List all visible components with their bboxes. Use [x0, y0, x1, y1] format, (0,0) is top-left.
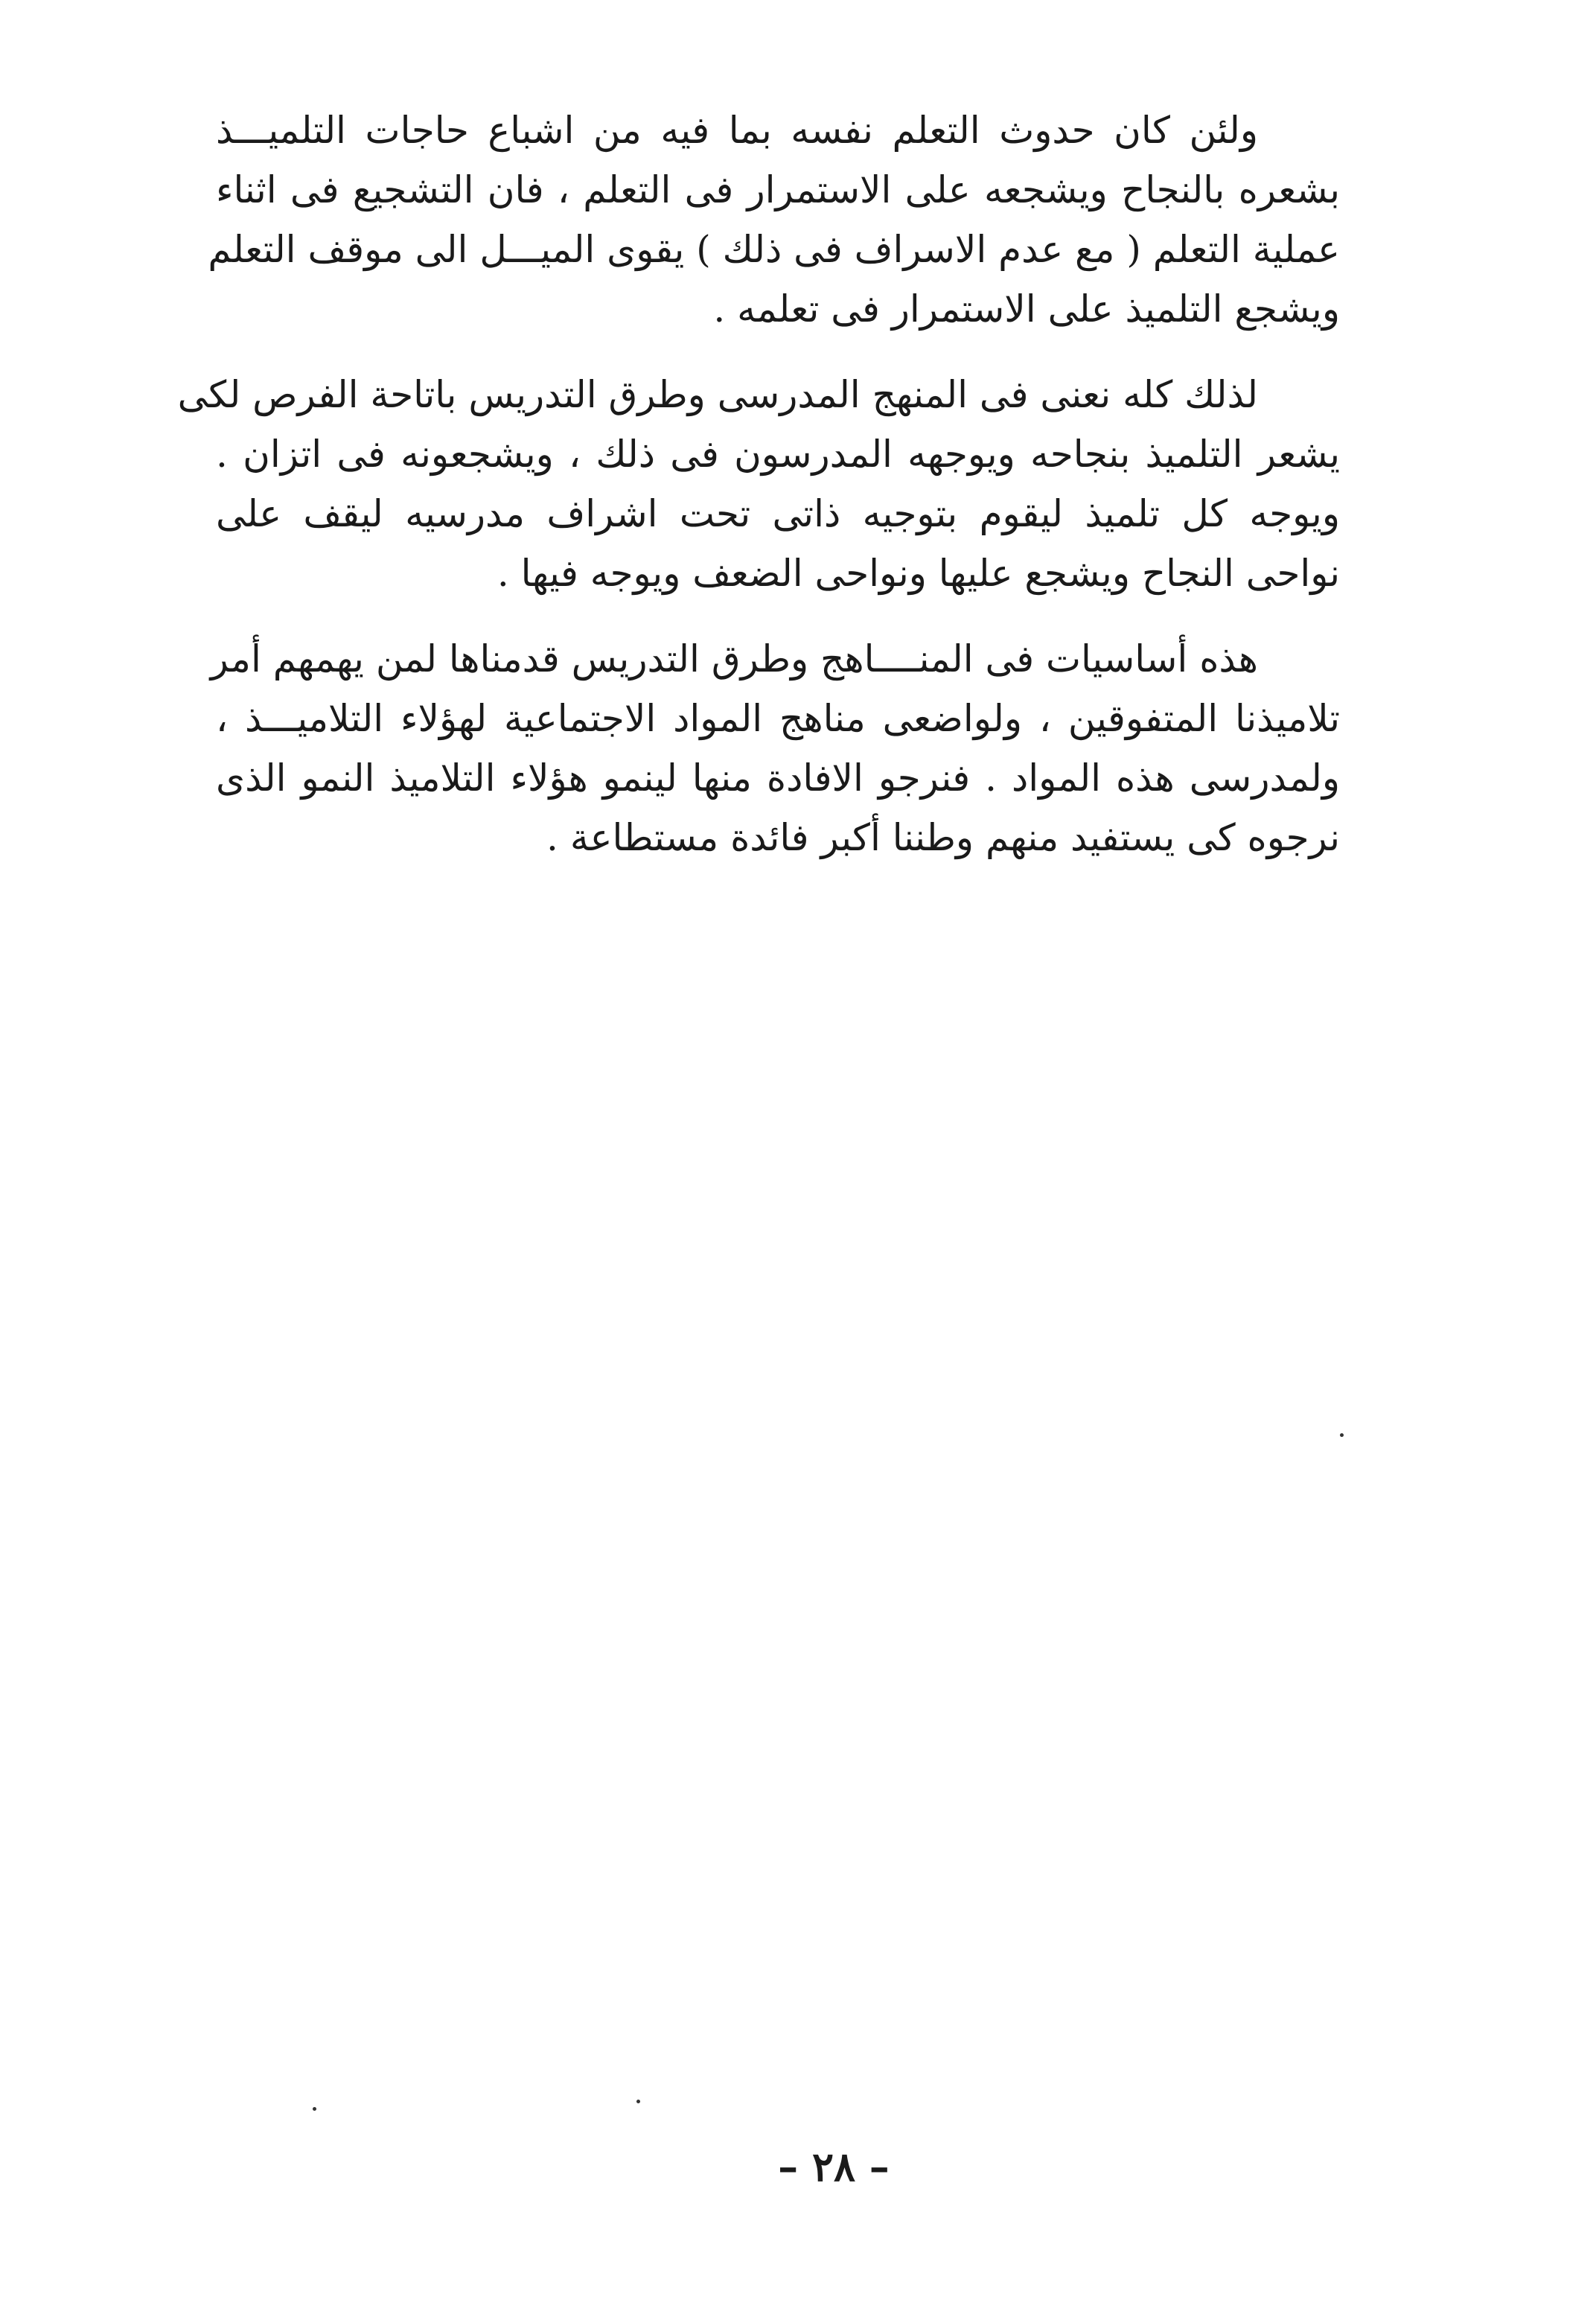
paragraph-line: ويشجع التلميذ على الاستمرار فى تعلمه .: [713, 287, 1340, 331]
paragraph-line: عملية التعلم ( مع عدم الاسراف فى ذلك ) يقوى الميـــل الى موقف التعلم: [208, 228, 1340, 271]
scan-speck: [1340, 1433, 1344, 1437]
paragraph-2: [177, 365, 1340, 603]
paragraph-line: ولمدرسى هذه المواد . فنرجو الافادة منها لينمو هؤلاء التلاميذ النمو الذى: [216, 756, 1340, 800]
paragraph-1: [208, 101, 1340, 339]
paragraph-line: لذلك كله نعنى فى المنهج المدرسى وطرق التدريس باتاحة الفرص لكى: [177, 373, 1258, 416]
paragraph-line: تلاميذنا المتفوقين ، ولواضعى مناهج المواد الاجتماعية لهؤلاء التلاميـــذ ،: [216, 697, 1340, 740]
paragraph-3: [210, 629, 1340, 867]
paragraph-line: بشعره بالنجاح ويشجعه على الاستمرار فى التعلم ، فان التشجيع فى اثناء: [216, 168, 1340, 211]
paragraph-line: ويوجه كل تلميذ ليقوم بتوجيه ذاتى تحت اشراف مدرسيه ليقف على: [216, 492, 1340, 535]
paragraph-line: نواحى النجاح ويشجع عليها ونواحى الضعف ويوجه فيها .: [497, 552, 1340, 595]
paragraph-line: ولئن كان حدوث التعلم نفسه بما فيه من اشباع حاجات التلميـــذ: [216, 109, 1258, 152]
scan-speck: [313, 2107, 316, 2111]
paragraph-line: نرجوه كى يستفيد منهم وطننا أكبر فائدة مستطاعة .: [546, 816, 1340, 859]
page-number: – ٢٨ –: [778, 2143, 890, 2190]
paragraph-line: هذه أساسيات فى المنــــاهج وطرق التدريس قدمناها لمن يهمهم أمر: [210, 637, 1258, 681]
paragraph-line: يشعر التلميذ بنجاحه ويوجهه المدرسون فى ذلك ، ويشجعونه فى اتزان .: [216, 433, 1340, 476]
scan-speck: [636, 2100, 640, 2103]
